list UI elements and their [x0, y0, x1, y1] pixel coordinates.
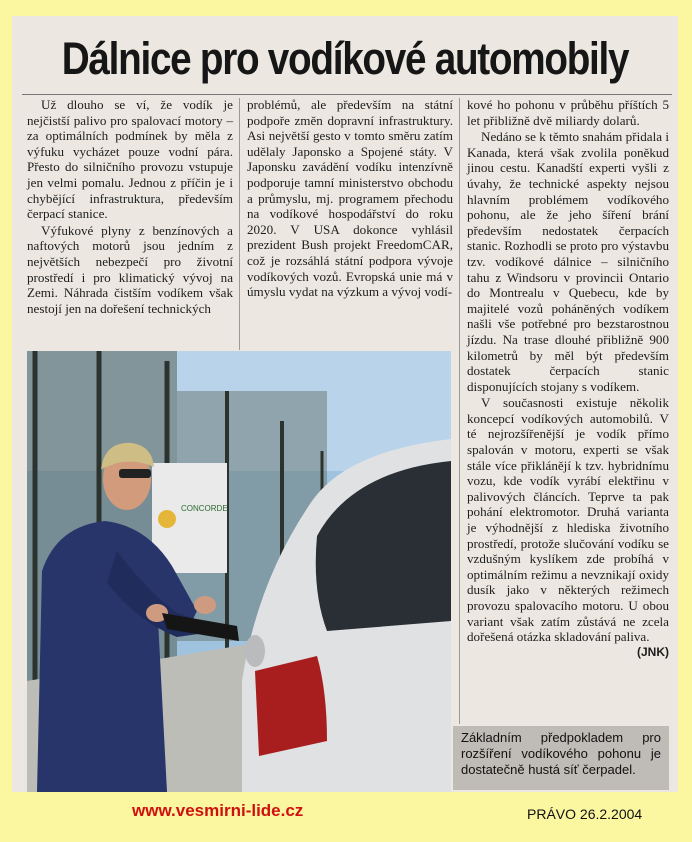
- fuel-cap: [245, 635, 265, 667]
- paragraph: kové ho pohonu v průběhu příštích 5 let přibližně dvě miliardy dolarů.: [467, 97, 669, 128]
- article-column-1: [27, 97, 233, 317]
- website-link[interactable]: www.vesmirni-lide.cz: [132, 801, 304, 820]
- article-headline: Dálnice pro vodíkové automobily: [61, 33, 629, 84]
- sign-text: CONCORDE: [181, 504, 228, 513]
- column-divider: [459, 98, 460, 724]
- article-column-2: [247, 97, 453, 301]
- paragraph: problémů, ale především na státní podpoře změn dopravní infrastruktury. Asi největší gesto v tomto směru zatím udělaly Japonsko a Spojené státy. V Japonsku zavádění vodíku intenzívně podporuje tamní ministerstvo obchodu a průmyslu, mj. programem přechodu na vodíkové hospodářství do roku 2020. V USA dokonce vyhlásil prezident Bush projekt FreedomCAR, což je rozsáhlá státní podpora vývoje vodíkových vozů. Evropská unie má v úmyslu vydat na výzkum a vývoj vodí-: [247, 97, 453, 300]
- author-signature: (JNK): [637, 644, 669, 659]
- paragraph: Nedáno se k těmto snahám přidala i Kanada, která však zvolila poněkud jinou cestu. Kanadští experti vyšli z úvahy, že technické aspekty nejsou hlavním problémem vodíkového pohonu, ale že jeho šíření brání především nedostatek čerpacích stanic. Rozhodli se proto pro výstavbu tzv. vodíkové dálnice – silničního tahu z Windsoru v provincii Ontario do Montrealu v Quebecu, kde by majitelé vozů poháněných vodíkem našli vše potřebné pro bezstarostnou jízdu. Na trase dlouhé přibližně 900 kilometrů by měl být především dostatek čerpacích stanic disponujících stojany s vodíkem.: [467, 129, 669, 394]
- article-column-3: [467, 97, 669, 660]
- shell-logo: [158, 510, 176, 528]
- article-photo: [27, 351, 451, 792]
- photo-caption: Základním předpokladem pro rozšíření vodíkového pohonu je dostatečně hustá síť čerpadel.: [453, 726, 669, 790]
- source-label: PRÁVO 26.2.2004: [527, 806, 643, 822]
- paragraph-text: V současnosti existuje několik koncepcí vodíkových automobilů. V té nejrozšířenější je vodík přímo spalován v motoru, experti se však stále více přiklánějí k tzv. hybridnímu vozu, kde vodík vyrábí elektřinu v palivových článcích. Teprve ta pak pohání elektromotor. Druhá varianta je výhodnější z hlediska životního prostředí, protože slučování vodíku se vzdušným kyslíkem zde probíhá v optimálním režimu a nevznikají oxidy dusík jako v některých režimech provozu spalovacího motoru. U obou variant však zatím zůstává ne zcela dořešená otázka skladování paliva.: [467, 395, 669, 645]
- paragraph: Výfukové plyny z benzínových a naftových motorů jsou jedním z největších nebezpečí pro životní prostředí i pro klimatický vývoj na Zemi. Náhrada čistším vodíkem však nestojí jen na dořešení technických: [27, 222, 233, 316]
- headline-rule: [22, 94, 672, 95]
- column-divider: [239, 98, 240, 350]
- car-taillight: [255, 656, 327, 756]
- man-hand: [194, 596, 216, 614]
- paragraph: [467, 395, 669, 659]
- paragraph: Už dlouho se ví, že vodík je nejčistší palivo pro spalovací motory – za optimálních podmínek by měla z výfuku vycházet pouze vodní pára. Přesto do silničního provozu vstupuje jen velmi pomalu. Jednou z příčin je i chybějící infrastruktura, především čerpací stanice.: [27, 97, 233, 222]
- refueling-photo: [27, 351, 451, 792]
- sunglasses: [119, 469, 151, 478]
